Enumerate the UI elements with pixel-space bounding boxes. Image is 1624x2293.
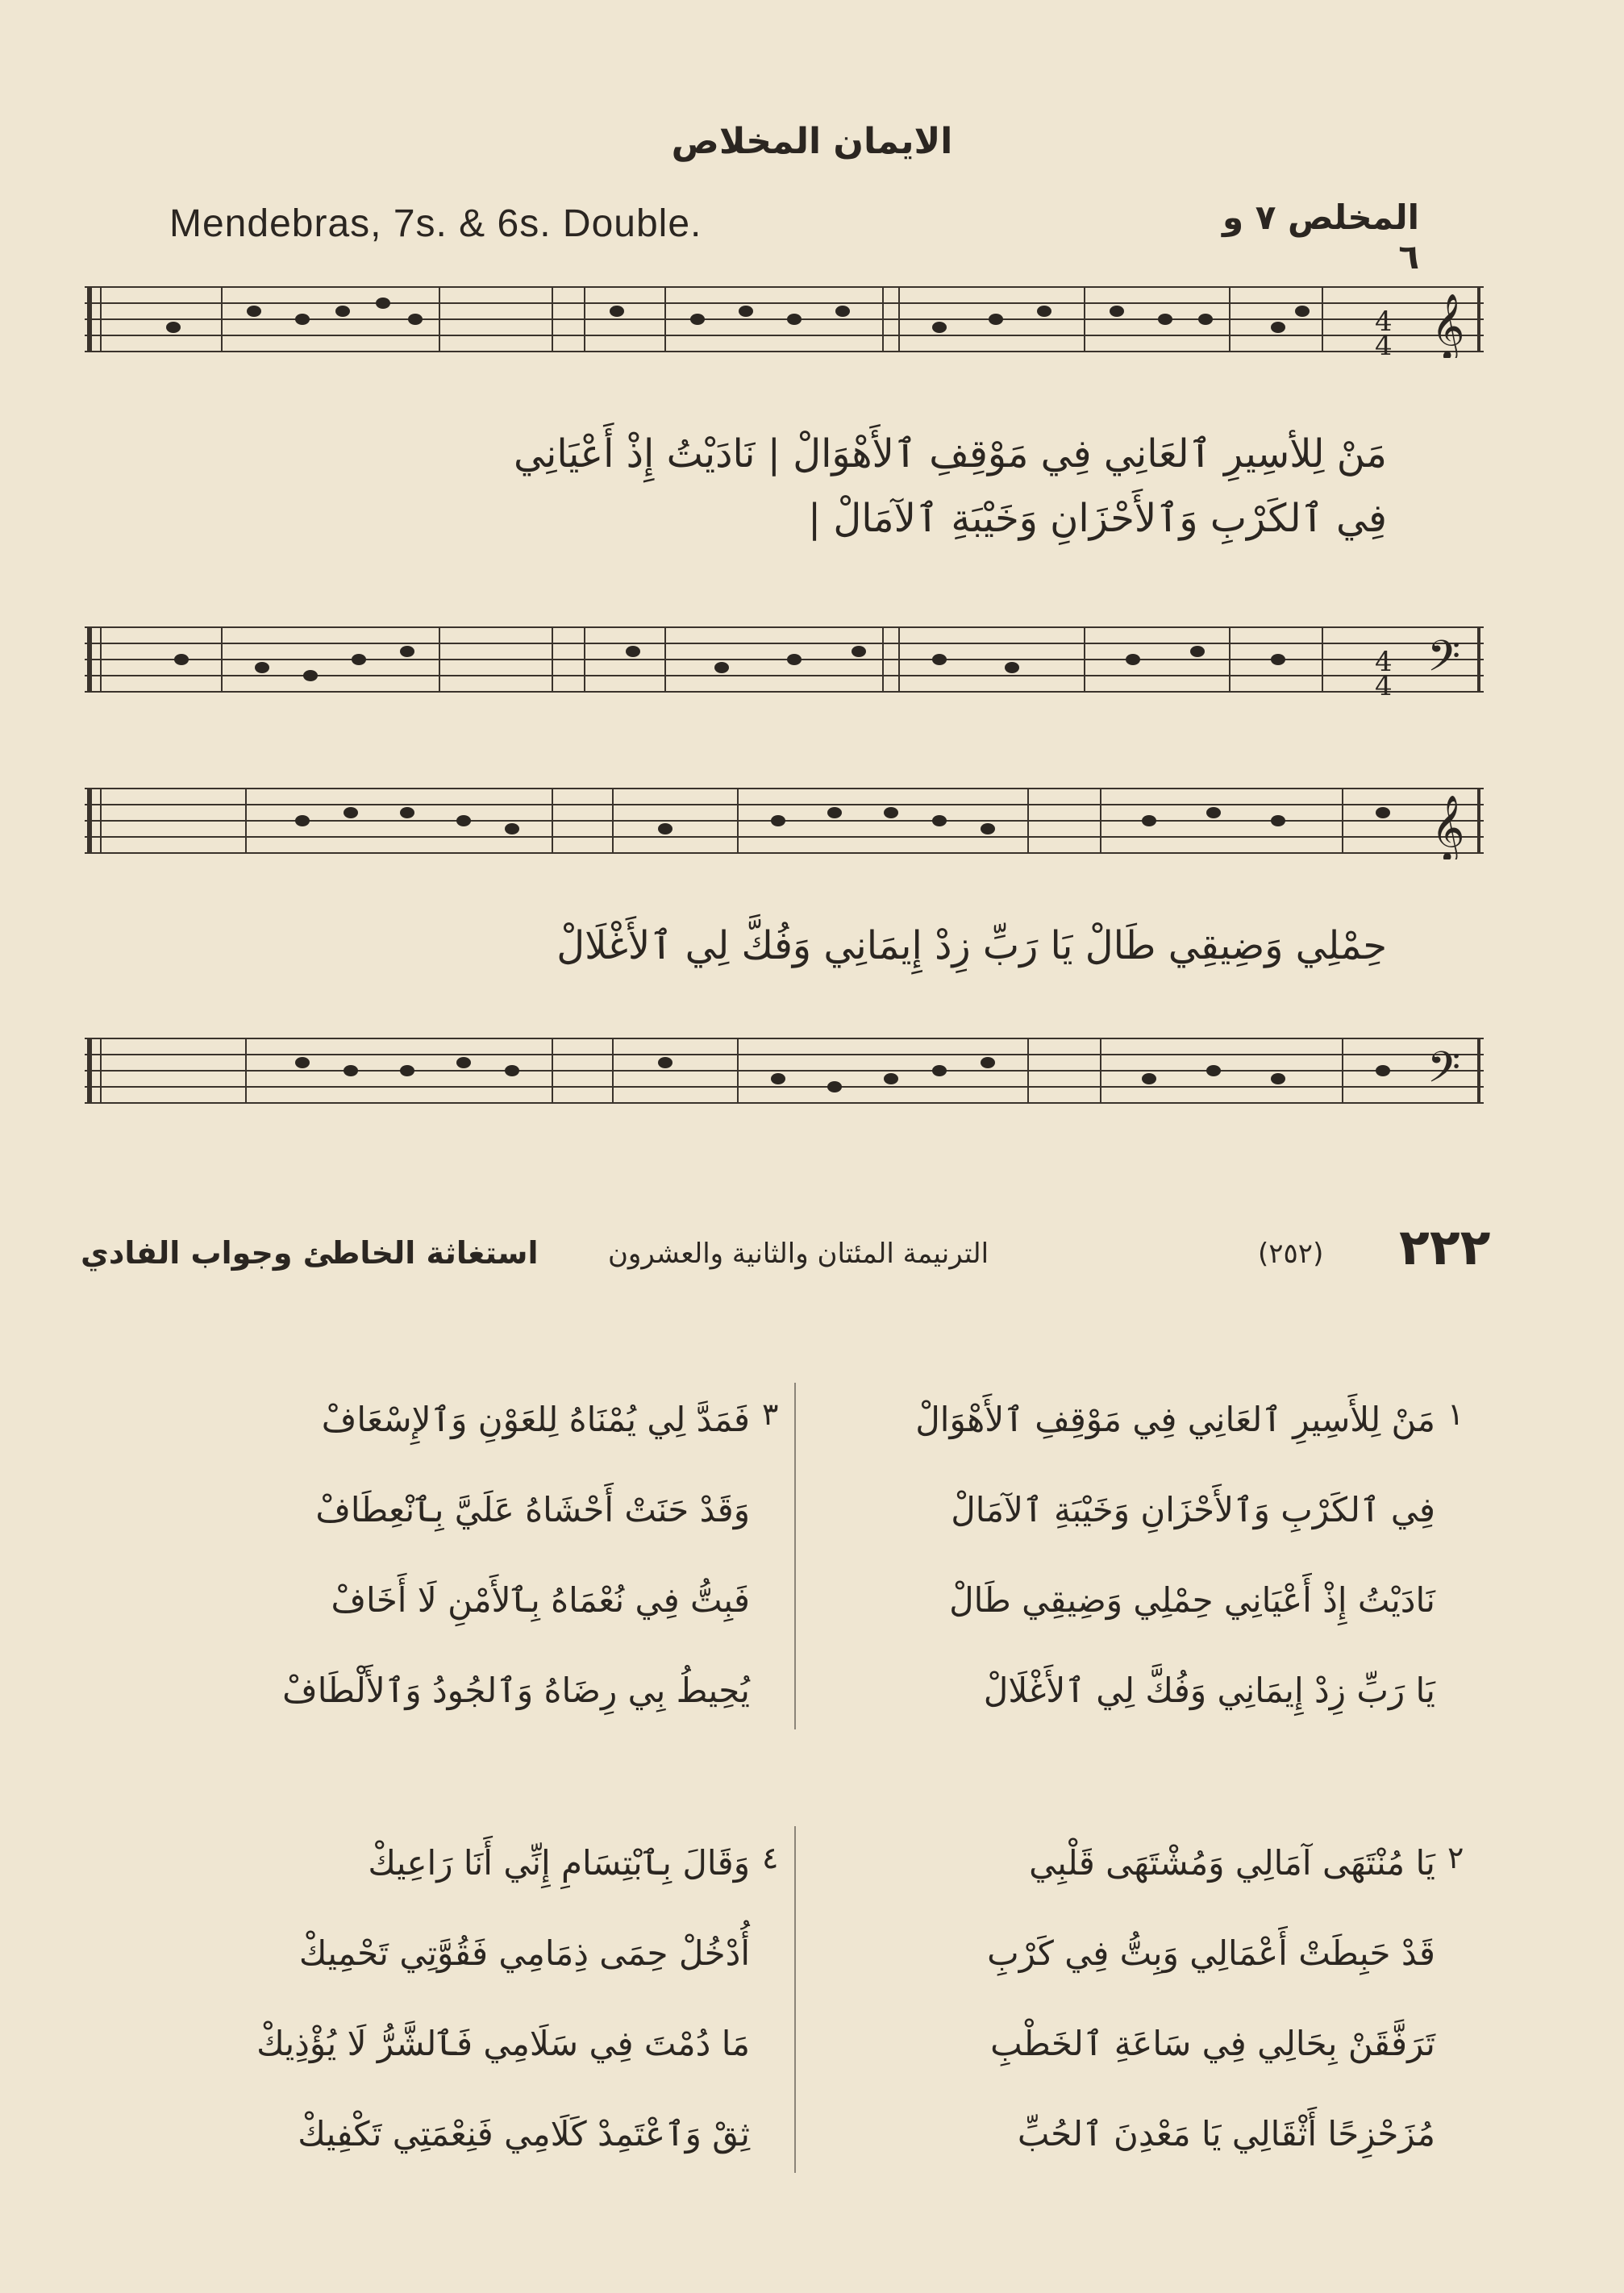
lyric-line-2-1: حِمْلِي وَضِيقِي طَالْ يَا رَبِّ زِدْ إِيمَانِي وَفُكَّ لِي ٱلأَغْلَالْ: [556, 923, 1387, 968]
svg-text:4: 4: [1375, 330, 1393, 358]
column-divider-bottom: [794, 1826, 796, 2173]
stanza-number: ١: [1447, 1396, 1464, 1432]
svg-text:𝄢: 𝄢: [1427, 632, 1461, 692]
svg-text:𝄞: 𝄞: [1431, 293, 1465, 358]
hymn-title: استغاثة الخاطئ وجواب الفادي: [81, 1235, 539, 1271]
hymn-ordinal: الترنيمة المئتان والثانية والعشرون: [607, 1238, 989, 1270]
verse-line: مَنْ لِلأَسِيرِ ٱلعَانِي فِي مَوْقِفِ ٱلأَهْوَالْ: [915, 1400, 1435, 1439]
hymn-number: ٢٢٢: [1399, 1217, 1491, 1276]
lyric-line-1-2: فِي ٱلكَرْبِ وَٱلأَحْزَانِ وَخَيْبَةِ ٱلآمَالْ |: [807, 496, 1387, 541]
svg-text:4: 4: [1375, 306, 1393, 338]
stanza-1: [806, 1375, 1435, 1736]
verse-line: مُزَحْزِحًا أَثْقَالِي يَا مَعْدِنَ ٱلحُبِّ: [1017, 2114, 1435, 2154]
page-title: الايمان المخلاص: [671, 121, 953, 162]
staff-lines-treble-1: [85, 281, 1484, 358]
staff-bass-2: [85, 1032, 1484, 1109]
lyric-line-1-1: مَنْ لِلأسِيرِ ٱلعَانِي فِي مَوْقِفِ ٱلأَهْوَالْ | نَادَيْتُ إِذْ أَعْيَانِي: [513, 431, 1387, 476]
verse-line: أُدْخُلْ حِمَى ذِمَامِي فَقُوَّتِي تَحْمِيكْ: [298, 1933, 750, 1973]
verse-line: يُحِيطُ بِي رِضَاهُ وَٱلجُودُ وَٱلأَلْطَافْ: [282, 1671, 750, 1710]
tune-name: Mendebras, 7s. & 6s. Double.: [169, 202, 702, 245]
stanza-number: ٣: [762, 1396, 779, 1432]
stanza-4: [97, 1818, 750, 2179]
column-divider-top: [794, 1383, 796, 1729]
verse-line: يَا رَبِّ زِدْ إِيمَانِي وَفُكَّ لِي ٱلأَغْلَالْ: [983, 1671, 1435, 1710]
staff-treble-2: [85, 782, 1484, 859]
stanza-2: [806, 1818, 1435, 2179]
staff-lines-treble-2: [85, 782, 1484, 859]
meter-label: المخلص ٧ و ٦: [1222, 198, 1419, 277]
verse-line: فَمَدَّ لِي يُمْنَاهُ لِلعَوْنِ وَٱلإِسْعَافْ: [321, 1400, 750, 1439]
verse-line: يَا مُنْتَهَى آمَالِي وَمُشْتَهَى قَلْبِي: [1029, 1843, 1435, 1883]
svg-text:4: 4: [1375, 670, 1393, 698]
verse-line: وَقَالَ بِٱبْتِسَامِ إِنِّي أَنَا رَاعِيكْ: [368, 1843, 750, 1883]
svg-text:4: 4: [1375, 646, 1393, 678]
hymn-alt-number: (٢٥٢): [1258, 1238, 1324, 1270]
verse-line: نَادَيْتُ إِذْ أَعْيَانِي حِمْلِي وَضِيقِي طَالْ: [949, 1580, 1435, 1620]
staff-bass-1: [85, 621, 1484, 698]
verse-line: مَا دُمْتَ فِي سَلَامِي فَٱلشَّرُّ لَا يُؤْذِيكْ: [256, 2024, 750, 2063]
stanza-3: [97, 1375, 750, 1736]
verse-line: قَدْ حَبِطَتْ أَعْمَالِي وَبِتُّ فِي كَرْبِ: [987, 1933, 1435, 1973]
verse-line: ثِقْ وَٱعْتَمِدْ كَلَامِي فَنِعْمَتِي تَكْفِيكْ: [298, 2114, 750, 2154]
staff-lines-bass-1: [85, 621, 1484, 698]
stanza-number: ٢: [1447, 1840, 1464, 1875]
verse-line: فِي ٱلكَرْبِ وَٱلأَحْزَانِ وَخَيْبَةِ ٱلآمَالْ: [951, 1490, 1435, 1529]
staff-lines-bass-2: [85, 1032, 1484, 1109]
verse-line: تَرَفَّقَنْ بِحَالِي فِي سَاعَةِ ٱلخَطْبِ: [990, 2024, 1435, 2063]
stanza-number: ٤: [762, 1840, 779, 1875]
verse-line: فَبِتُّ فِي نُعْمَاهُ بِٱلأَمْنِ لَا أَخَافْ: [331, 1580, 750, 1620]
svg-text:𝄞: 𝄞: [1431, 794, 1465, 859]
staff-treble-1: [85, 281, 1484, 358]
verse-line: وَقَدْ حَنَتْ أَحْشَاهُ عَلَيَّ بِٱنْعِطَافْ: [315, 1490, 750, 1529]
svg-text:𝄢: 𝄢: [1427, 1043, 1461, 1103]
